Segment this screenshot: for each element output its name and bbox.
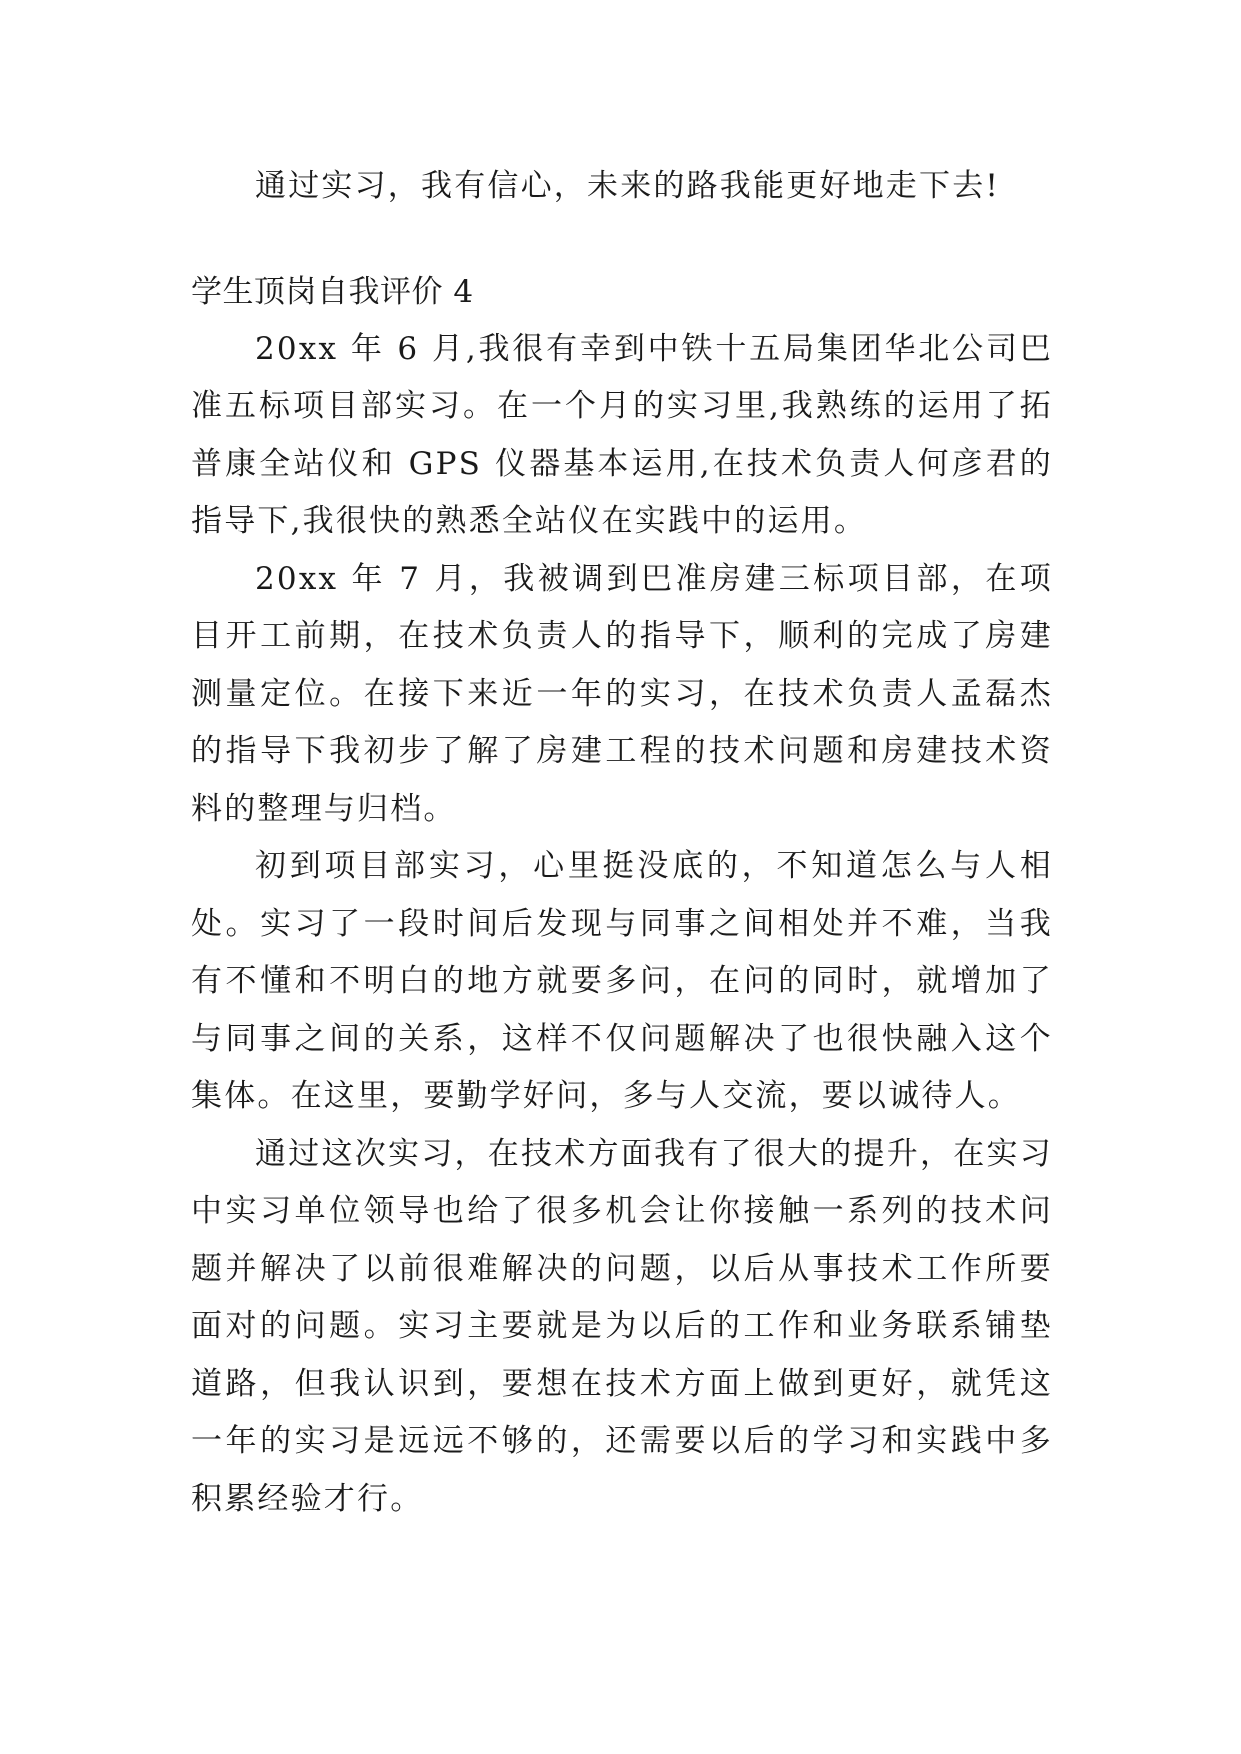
document-body xyxy=(191,158,1053,1528)
section-title: 学生顶岗自我评价 4 xyxy=(191,273,474,310)
body-paragraph: 20xx 年 7 月，我被调到巴准房建三标项目部，在项目开工前期，在技术负责人的指导下，顺利的完成了房建测量定位。在接下来近一年的实习，在技术负责人孟磊杰的指导下我初步了解了房建工程的技术问题和房建技术资料的整理与归档。 xyxy=(191,560,1053,827)
closing-paragraph: 通过实习，我有信心，未来的路我能更好地走下去! xyxy=(255,168,1001,204)
body-paragraph: 初到项目部实习，心里挺没底的，不知道怎么与人相处。实习了一段时间后发现与同事之间相处并不难，当我有不懂和不明白的地方就要多问，在问的同时，就增加了与同事之间的关系，这样不仅问题解决了也很快融入这个集体。在这里，要勤学好问，多与人交流，要以诚待人。 xyxy=(191,848,1053,1114)
body-paragraph: 通过这次实习，在技术方面我有了很大的提升，在实习中实习单位领导也给了很多机会让你接触一系列的技术问题并解决了以前很难解决的问题，以后从事技术工作所要面对的问题。实习主要就是为以后的工作和业务联系铺垫道路，但我认识到，要想在技术方面上做到更好，就凭这一年的实习是远远不够的，还需要以后的学习和实践中多积累经验才行。 xyxy=(191,1135,1053,1517)
body-paragraph: 20xx 年 6 月,我很有幸到中铁十五局集团华北公司巴准五标项目部实习。在一个月的实习里,我熟练的运用了拓普康全站仪和 GPS 仪器基本运用,在技术负责人何彦君的指导下,我很快的熟悉全站仪在实践中的运用。 xyxy=(191,330,1053,539)
